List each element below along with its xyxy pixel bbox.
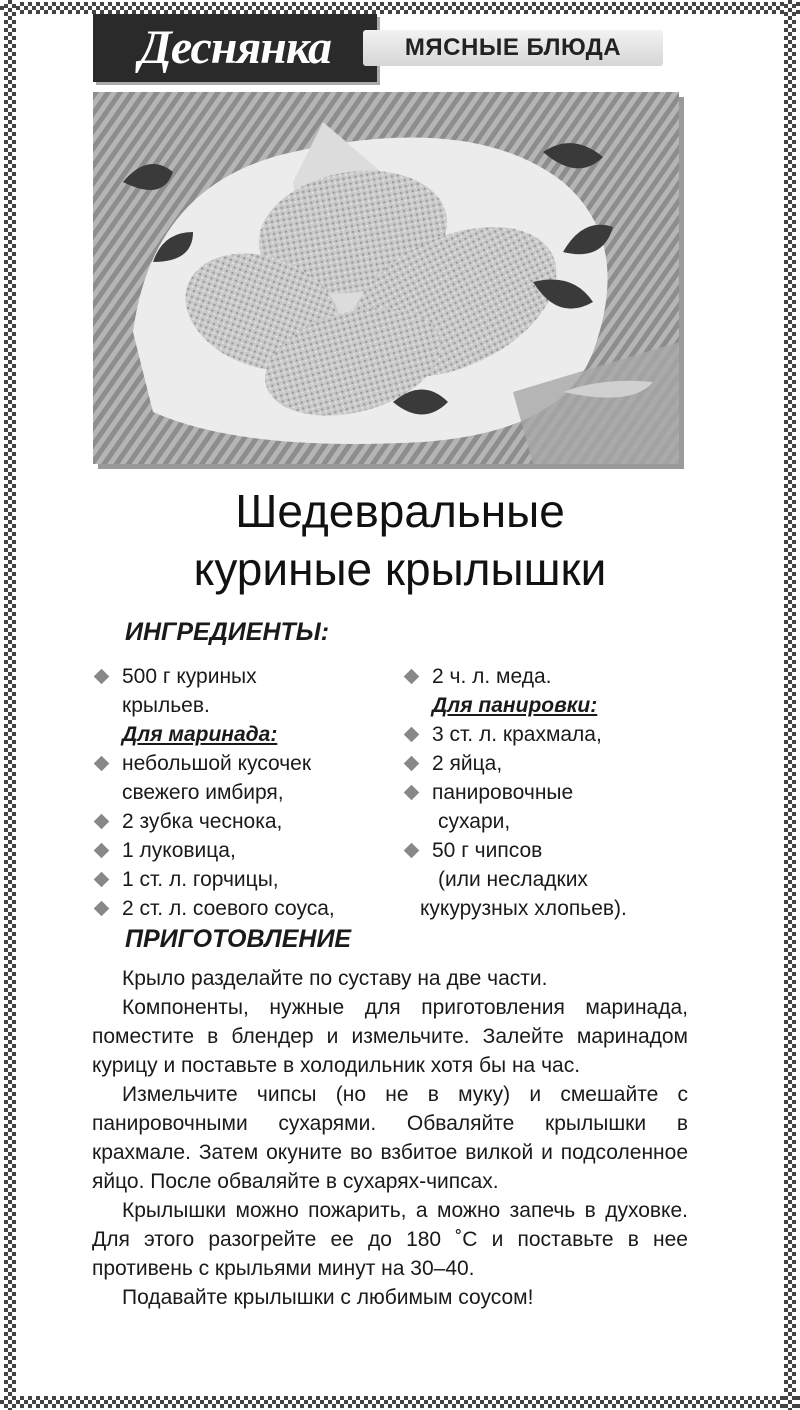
- list-item: [402, 749, 692, 778]
- diamond-bullet-icon: [94, 814, 110, 830]
- diamond-bullet-icon: [404, 727, 420, 743]
- ingredient-text: небольшой кусочек: [122, 752, 312, 775]
- list-item-continuation: [92, 778, 392, 807]
- breading-subheading: Для панировки:: [432, 694, 598, 717]
- ingredient-text: 3 ст. л. крахмала,: [432, 723, 602, 746]
- list-item: [92, 749, 392, 778]
- diamond-bullet-icon: [94, 669, 110, 685]
- ingredient-text: 2 яйца,: [432, 752, 503, 775]
- diamond-bullet-icon: [94, 901, 110, 917]
- paragraph: Подавайте крылышки с любимым соусом!: [122, 1286, 534, 1309]
- section-label: МЯСНЫЕ БЛЮДА: [363, 30, 663, 66]
- title-line-1: Шедевральные: [235, 485, 565, 537]
- ingredient-text: панировочные: [432, 781, 574, 804]
- diamond-bullet-icon: [94, 843, 110, 859]
- paragraph: Измельчите чипсы (но не в муку) и смешайте с панировочными сухарями. Обваляйте крылышки в крахмале. Затем окуните во взбитое вилкой и подсоленное яйцо. После обваляйте в сухарях-чипсах.: [92, 1083, 688, 1193]
- fried-wings-image: [93, 92, 679, 464]
- list-item-continuation: [92, 691, 392, 720]
- diamond-bullet-icon: [404, 669, 420, 685]
- diamond-bullet-icon: [404, 843, 420, 859]
- ingredient-text: свежего имбиря,: [122, 781, 284, 804]
- diamond-bullet-icon: [404, 785, 420, 801]
- ingredient-text: 2 зубка чеснока,: [122, 810, 283, 833]
- right-checkered-border: [784, 0, 796, 1410]
- ingredient-text: 2 ч. л. меда.: [432, 665, 552, 688]
- list-item: [92, 865, 392, 894]
- ingredient-text: 2 ст. л. соевого соуса,: [122, 897, 335, 920]
- ingredients-heading: ИНГРЕДИЕНТЫ:: [125, 618, 330, 646]
- ingredients-right-column: [402, 662, 692, 923]
- brand-logo: Деснянка: [93, 14, 377, 82]
- left-checkered-border: [4, 0, 16, 1410]
- list-item-continuation: [402, 807, 692, 836]
- ingredient-text: 50 г чипсов: [432, 839, 543, 862]
- bottom-checkered-border: [0, 1396, 800, 1408]
- list-item-continuation: [402, 894, 692, 923]
- ingredient-text: кукурузных хлопьев).: [420, 897, 627, 920]
- list-item: [402, 662, 692, 691]
- top-checkered-border: [0, 2, 800, 14]
- marinade-subheading: Для маринада:: [122, 723, 278, 746]
- paragraph: Компоненты, нужные для приготовления маринада, поместите в блендер и измельчите. Залейте маринадом курицу и поставьте в холодильник хотя бы на час.: [92, 996, 688, 1077]
- ingredient-text: 1 луковица,: [122, 839, 236, 862]
- paragraph: Крыло разделайте по суставу на две части.: [122, 967, 548, 990]
- list-item: [92, 807, 392, 836]
- diamond-bullet-icon: [404, 756, 420, 772]
- ingredient-text: крыльев.: [122, 694, 210, 717]
- preparation-text: [92, 964, 688, 1312]
- diamond-bullet-icon: [94, 756, 110, 772]
- ingredients-left-column: [92, 662, 392, 923]
- list-item: [92, 836, 392, 865]
- diamond-bullet-icon: [94, 872, 110, 888]
- title-line-2: куриные крылышки: [193, 543, 607, 595]
- preparation-heading: ПРИГОТОВЛЕНИЕ: [125, 925, 352, 953]
- dish-photo: [93, 92, 679, 464]
- ingredient-text: сухари,: [438, 810, 511, 833]
- ingredient-text: (или несладких: [438, 868, 588, 891]
- recipe-title: [0, 482, 800, 598]
- ingredient-text: 1 ст. л. горчицы,: [122, 868, 279, 891]
- list-item: [92, 894, 392, 923]
- list-item: [92, 662, 392, 691]
- list-item: [402, 836, 692, 865]
- list-item: [402, 778, 692, 807]
- ingredient-text: 500 г куриных: [122, 665, 257, 688]
- paragraph: Крылышки можно пожарить, а можно запечь в духовке. Для этого разогрейте ее до 180 ˚С и поставьте в нее противень с крыльями минут на 30–40.: [92, 1199, 688, 1280]
- list-item-continuation: [402, 865, 692, 894]
- list-item: [402, 720, 692, 749]
